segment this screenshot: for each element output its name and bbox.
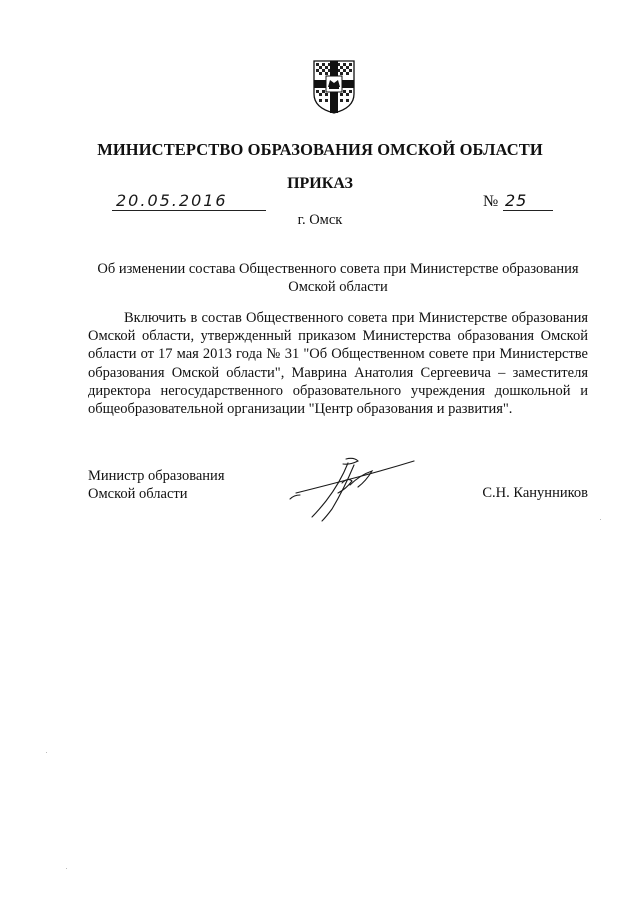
signatory-position <box>88 467 224 503</box>
ministry-title: МИНИСТЕРСТВО ОБРАЗОВАНИЯ ОМСКОЙ ОБЛАСТИ <box>97 140 543 159</box>
subject-line-2: Омской области <box>288 279 388 295</box>
order-number-handwritten: 25 <box>503 191 553 211</box>
position-line-1: Министр образования <box>88 468 225 484</box>
document-type-title: ПРИКАЗ <box>287 175 353 192</box>
subject-line-1: Об изменении состава Общественного совета при Министерстве образования <box>97 261 579 277</box>
position-line-2: Омской области <box>88 486 188 502</box>
coat-of-arms-icon <box>313 60 355 114</box>
city-label: г. Омск <box>297 212 343 228</box>
order-date-handwritten: 20.05.2016 <box>112 191 266 211</box>
order-number-label: № <box>483 193 499 210</box>
order-subject <box>88 260 588 296</box>
signatory-name: С.Н. Канунников <box>482 485 588 501</box>
handwritten-signature-icon <box>288 455 418 525</box>
order-body-paragraph: Включить в состав Общественного совета при Министерстве образования Омской области, утвержденный приказом Министерства образования Омской области от 17 мая 2013 года № 31 "Об Общественном совете при Министерстве образования Омской области", Маврина Анатолия Сергеевича – заместителя директора негосударственного образовательного учреждения дошкольной и общеобразовательной организации "Центр образования и развития". <box>88 310 588 418</box>
